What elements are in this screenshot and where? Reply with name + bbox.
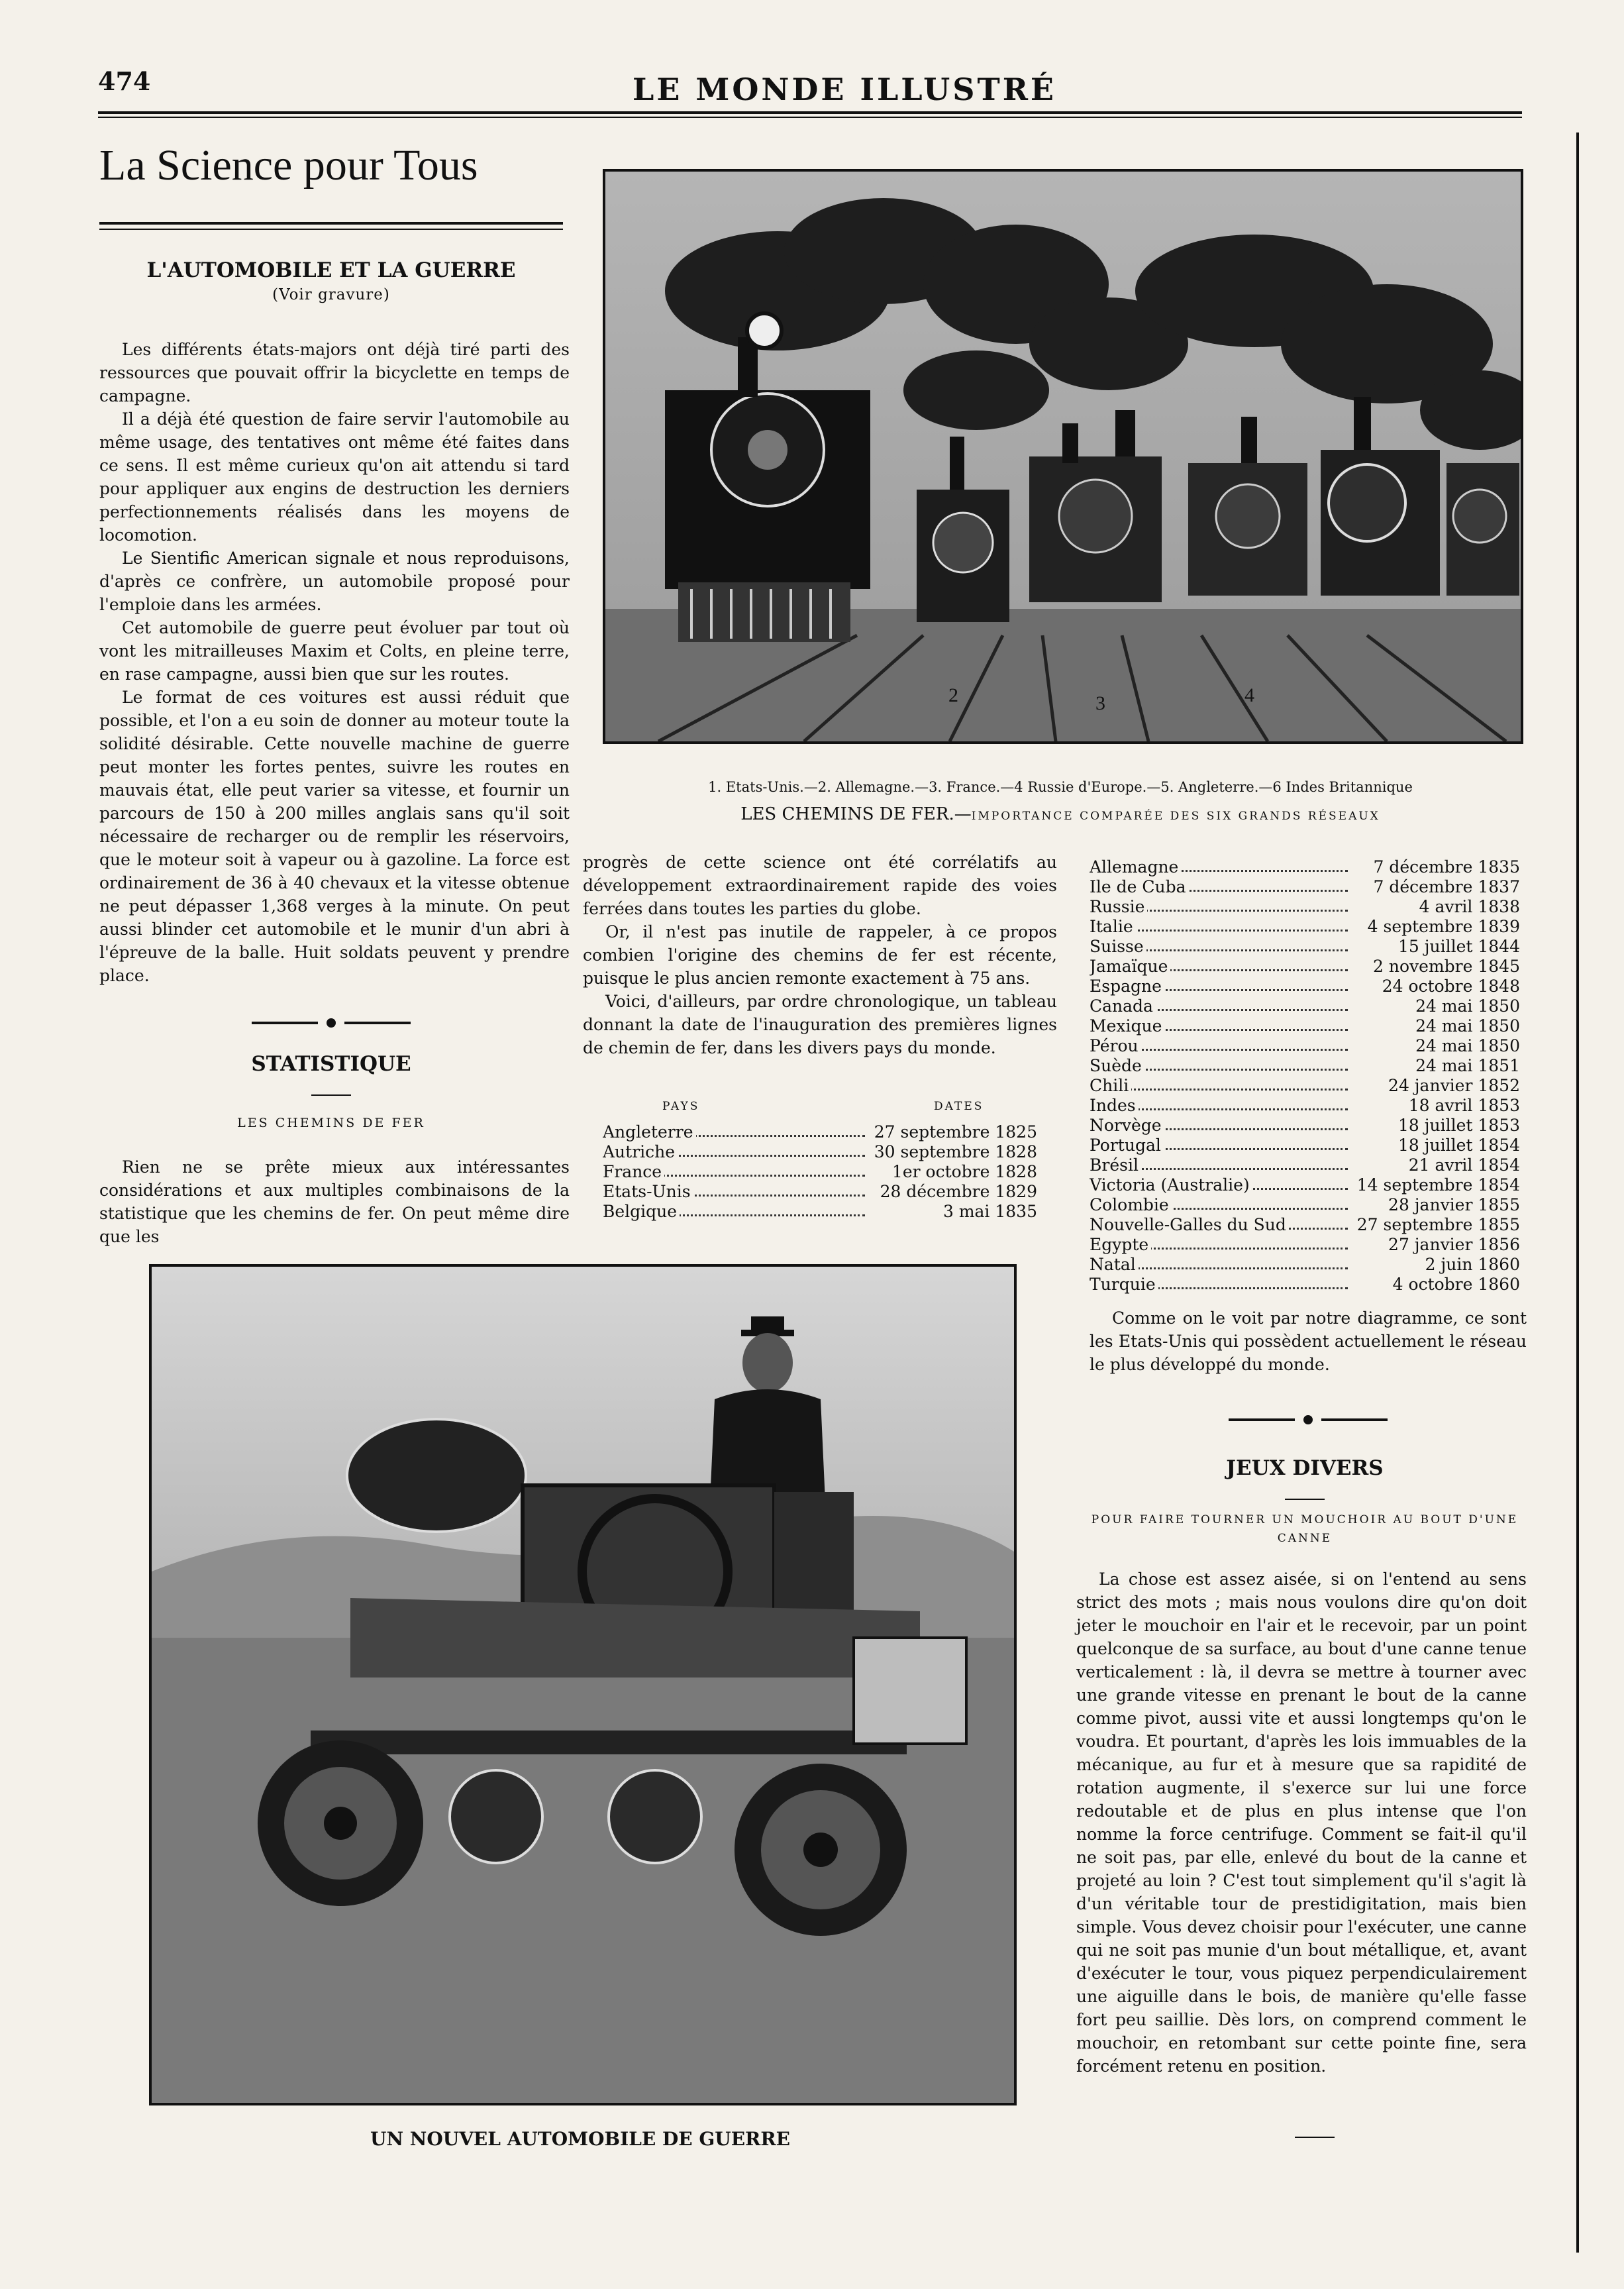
automobile-illustration (152, 1267, 1014, 2103)
table-row (1090, 1016, 1520, 1036)
train-caption-small: IMPORTANCE COMPARÉE DES SIX GRANDS RÉSEAUX (971, 810, 1380, 823)
opening-date: 18 juillet 1853 (1397, 1116, 1520, 1135)
opening-date: 18 avril 1853 (1408, 1096, 1520, 1115)
opening-date: 7 décembre 1835 (1373, 857, 1520, 877)
table-row (1090, 1255, 1520, 1275)
header-rule-top (98, 111, 1522, 114)
opening-date: 30 septembre 1828 (874, 1142, 1037, 1161)
statistique-paragraph-3: Voici, d'ailleurs, par ordre chronologique, un tableau donnant la date de l'inauguration des premières lignes de chemin de fer, dans les divers pays du monde. (583, 992, 1057, 1057)
section-title: La Science pour Tous (99, 141, 478, 189)
statistique-title: STATISTIQUE (251, 1052, 411, 1076)
railway-table-a (603, 1122, 1037, 1222)
table-row (1090, 1136, 1520, 1155)
country-name: Chili (1090, 1076, 1131, 1095)
table-row (1090, 857, 1520, 877)
country-name: Suisse (1090, 937, 1146, 956)
train-caption-main: LES CHEMINS DE FER.— (740, 804, 972, 824)
statistique-paragraph-2: Or, il n'est pas inutile de rappeler, à ce propos combien l'origine des chemins de fer est récente, puisque le plus ancien remonte exactement à 75 ans. (583, 922, 1057, 988)
opening-date: 7 décembre 1837 (1373, 877, 1520, 896)
masthead: LE MONDE ILLUSTRÉ (633, 72, 1056, 107)
country-name: Norvège (1090, 1116, 1164, 1135)
country-name: Italie (1090, 917, 1136, 936)
table-row (603, 1202, 1037, 1222)
train-number-4: 4 (1244, 684, 1254, 706)
automobile-paragraph: Le format de ces voitures est aussi réduit que possible, et l'on a eu soin de donner au moteur toute la solidité désirable. Cette nouvelle machine de guerre peut monter les fortes pentes, suivre les routes en mauvais état, elle peut varier sa vitesse, et fournir un parcours de 150 à 200 milles anglais sans qu'il soit nécessaire de recharger ou de remplir les réservoirs, que le moteur soit à vapeur ou à gazoline. La force est ordinairement de 36 à 40 chevaux et la vitesse obtenue ne peut dépasser 1,368 verges à la minute. On peut aussi blinder cet automobile et le munir d'un abri à l'épreuve de la balle. Huit soldats peuvent y prendre place. (99, 688, 570, 985)
train-caption (603, 804, 1518, 824)
country-name: Turquie (1090, 1275, 1158, 1294)
automobile-article-body (99, 338, 570, 987)
opening-date: 4 avril 1838 (1419, 897, 1520, 916)
automobile-paragraph: Il a déjà été question de faire servir l'automobile au même usage, des tentatives ont même été faites dans ce sens. Il est même curieux qu'on ait attendu si tard pour appliquer aux engins de destruction les derniers perfectionnements réalisés dans les moyens de locomotion. (99, 409, 570, 545)
jeux-body (1076, 1568, 1527, 2078)
country-name: Allemagne (1090, 857, 1181, 877)
table-row (1090, 877, 1520, 897)
country-name: Natal (1090, 1255, 1139, 1274)
table-row (1090, 897, 1520, 917)
train-number-3: 3 (1095, 692, 1105, 714)
opening-date: 2 novembre 1845 (1373, 957, 1520, 976)
automobile-article-subtitle: (Voir gravure) (272, 286, 390, 303)
header-rule-bottom (98, 117, 1522, 118)
country-name: Russie (1090, 897, 1147, 916)
opening-date: 3 mai 1835 (942, 1202, 1037, 1221)
automobile-paragraph: Les différents états-majors ont déjà tiré parti des ressources que pouvait offrir la bicyclette en temps de campagne. (99, 340, 570, 405)
country-name: Belgique (603, 1202, 680, 1221)
country-name: Nouvelle-Galles du Sud (1090, 1215, 1289, 1234)
statistique-middle-column (583, 851, 1057, 1059)
table-row (1090, 937, 1520, 957)
country-name: Jamaïque (1090, 957, 1170, 976)
country-name: France (603, 1162, 664, 1181)
table-row (1090, 977, 1520, 996)
opening-date: 24 janvier 1852 (1388, 1076, 1520, 1095)
opening-date: 4 octobre 1860 (1392, 1275, 1520, 1294)
country-name: Mexique (1090, 1016, 1164, 1036)
opening-date: 28 décembre 1829 (880, 1182, 1037, 1201)
country-name: Etats-Unis (603, 1182, 693, 1201)
opening-date: 27 septembre 1825 (874, 1122, 1037, 1142)
table-row (1090, 1036, 1520, 1056)
table-row (1090, 1116, 1520, 1136)
jeux-title: JEUX DIVERS (1226, 1456, 1384, 1480)
table-row (1090, 1195, 1520, 1215)
automobile-article-title: L'AUTOMOBILE ET LA GUERRE (146, 258, 516, 282)
jeux-paragraph: La chose est assez aisée, si on l'entend au sens strict des mots ; mais nous voulons dire qu'on doit jeter le mouchoir en l'air et le recevoir, par un point quelconque de sa surface, au bout d'une canne tenue verticalement : là, il devra se mettre à tourner avec une grande vitesse en prenant le bout de la canne comme pivot, aussi vite et aussi longtemps qu'on le voudra. Et pourtant, d'après les lois immuables de la mécanique, au fur et à mesure que sa rapidité de rotation augmente, il s'exerce sur lui une force redoutable et de plus en plus intense que l'on nomme la force centrifuge. Comment se fait-il qu'il ne soit pas, par elle, enlevé du bout de la canne et projeté au loin ? C'est tout simplement qu'il s'agit là d'un véritable tour de prestidigitation, mais bien simple. Vous devez choisir pour l'exécuter, une canne qui ne soit pas munie d'un bout métallique, et, avant d'exécuter le tour, vous piquez perpendiculairement une aiguille dans le bois, de manière qu'elle fasse fort peu saillie. Dès lors, on comprend comment le mouchoir, en retombant sur cette pointe fine, sera forcément retenu en position. (1076, 1570, 1527, 2076)
opening-date: 24 mai 1850 (1415, 996, 1520, 1016)
ornament-divider (252, 1018, 411, 1028)
table-row (603, 1142, 1037, 1162)
ornament-divider (1229, 1414, 1388, 1425)
locomotive-indes (1446, 463, 1519, 596)
opening-date: 4 septembre 1839 (1367, 917, 1520, 936)
country-name: Indes (1090, 1096, 1139, 1115)
opening-date: 18 juillet 1854 (1397, 1136, 1520, 1155)
country-name: Autriche (603, 1142, 678, 1161)
col-pays-header: PAYS (662, 1100, 700, 1113)
opening-date: 27 septembre 1855 (1356, 1215, 1520, 1234)
country-name: Colombie (1090, 1195, 1172, 1214)
statistique-paragraph-start: Rien ne se prête mieux aux intéressantes considérations et aux multiples combinaisons de la statistique que les chemins de fer. On peut même dire que les (99, 1157, 570, 1246)
country-name: Portugal (1090, 1136, 1164, 1155)
country-name: Angleterre (603, 1122, 696, 1142)
statistique-conclusion: Comme on le voit par notre diagramme, ce sont les Etats-Unis qui possèdent actuellement le réseau le plus développé du monde. (1090, 1308, 1527, 1374)
automobile-paragraph: Le Sientific American signale et nous reproduisons, d'après ce confrère, un automobile proposé pour l'emploie dans les armées. (99, 549, 570, 614)
train-legend: 1. Etats-Unis.—2. Allemagne.—3. France.—4 Russie d'Europe.—5. Angleterre.—6 Indes Britannique (708, 779, 1413, 795)
country-name: Pérou (1090, 1036, 1141, 1055)
automobile-paragraph: Cet automobile de guerre peut évoluer par tout où vont les mitrailleuses Maxim et Colts, en pleine terre, en rase campagne, aussi bien que sur les routes. (99, 618, 570, 684)
jeux-subtitle: POUR FAIRE TOURNER UN MOUCHOIR AU BOUT D'UNE CANNE (1091, 1513, 1519, 1545)
train-number-2: 2 (948, 684, 958, 706)
binding-edge (1576, 133, 1579, 2253)
country-name: Espagne (1090, 977, 1164, 996)
country-name: Victoria (Australie) (1090, 1175, 1252, 1195)
opening-date: 24 mai 1850 (1415, 1036, 1520, 1055)
opening-date: 15 juillet 1844 (1397, 937, 1520, 956)
table-row (1090, 1076, 1520, 1096)
country-name: Suède (1090, 1056, 1144, 1075)
opening-date: 2 juin 1860 (1425, 1255, 1520, 1274)
railway-table-b (1090, 857, 1520, 1295)
col-dates-header: DATES (934, 1100, 984, 1113)
table-row (1090, 957, 1520, 977)
opening-date: 21 avril 1854 (1408, 1155, 1520, 1175)
automobile-engraving (149, 1264, 1017, 2105)
opening-date: 27 janvier 1856 (1388, 1235, 1520, 1254)
country-name: Brésil (1090, 1155, 1141, 1175)
opening-date: 24 mai 1850 (1415, 1016, 1520, 1036)
table-row (1090, 1155, 1520, 1175)
table-row (1090, 1235, 1520, 1255)
opening-date: 28 janvier 1855 (1388, 1195, 1520, 1214)
table-row (1090, 996, 1520, 1016)
table-row (1090, 1175, 1520, 1195)
table-row (603, 1122, 1037, 1142)
table-row (1090, 1096, 1520, 1116)
country-name: Ile de Cuba (1090, 877, 1189, 896)
country-name: Canada (1090, 996, 1156, 1016)
opening-date: 24 mai 1851 (1415, 1056, 1520, 1075)
table-row (1090, 1056, 1520, 1076)
automobile-caption: UN NOUVEL AUTOMOBILE DE GUERRE (370, 2128, 790, 2150)
opening-date: 24 octobre 1848 (1382, 977, 1520, 996)
opening-date: 14 septembre 1854 (1356, 1175, 1520, 1195)
statistique-paragraph-cont: progrès de cette science ont été corrélatifs au développement extraordinairement rapide des voies ferrées dans toutes les parties du globe. (583, 853, 1057, 918)
train-illustration (605, 172, 1521, 741)
table-row (603, 1182, 1037, 1202)
train-engraving (603, 169, 1523, 744)
section-rule (99, 222, 563, 225)
table-row (1090, 917, 1520, 937)
opening-date: 1er octobre 1828 (891, 1162, 1037, 1181)
table-row (1090, 1275, 1520, 1295)
country-name: Egypte (1090, 1235, 1151, 1254)
page-number: 474 (98, 66, 151, 96)
table-row (1090, 1215, 1520, 1235)
statistique-subtitle: LES CHEMINS DE FER (237, 1116, 425, 1130)
table-row (603, 1162, 1037, 1182)
